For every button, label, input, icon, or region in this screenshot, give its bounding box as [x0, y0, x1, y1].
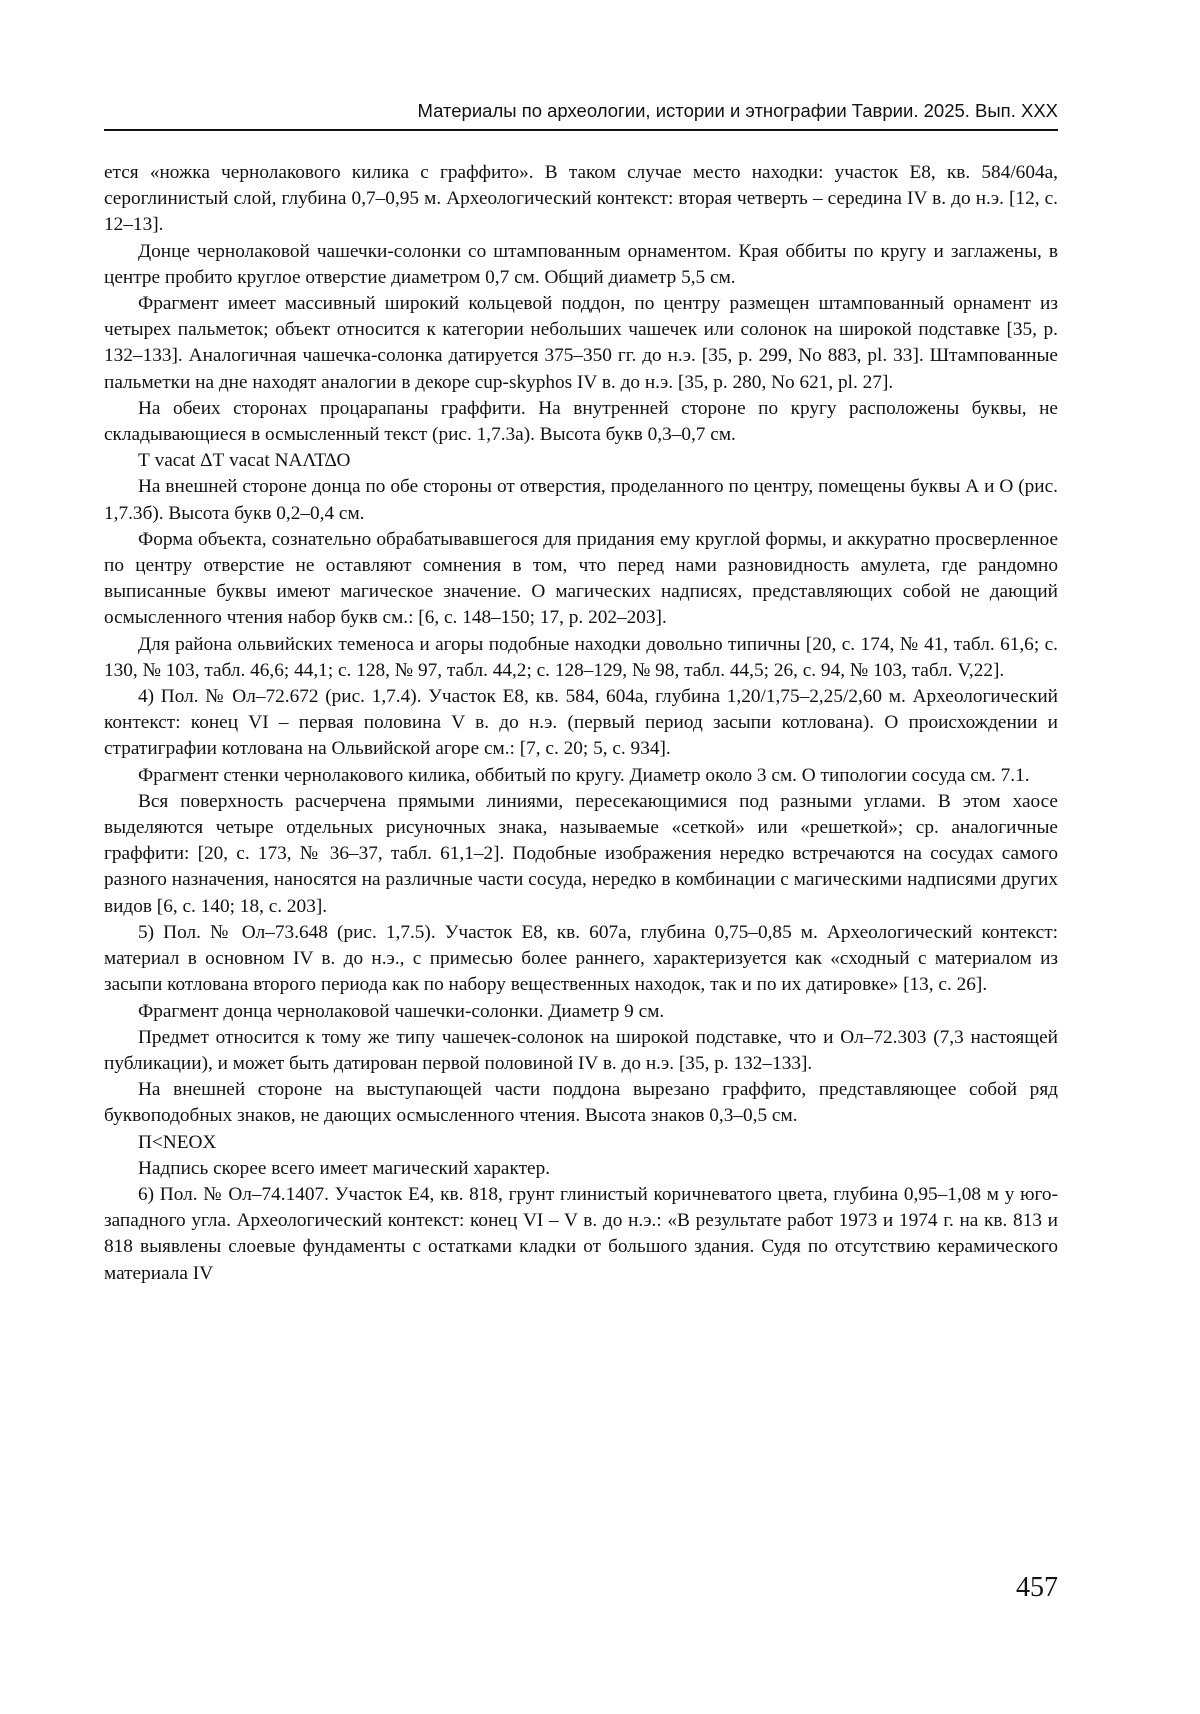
paragraph: Для района ольвийских теменоса и агоры подобные находки довольно типичны [20, с. 174, № 41, табл. 61,6; с. 130, № 103, табл. 46,6; 44,1; с. 128, № 97, табл. 44,2; с. 128–129, № 98, табл. 44,5; 26, с. 94, № 103, табл. V,22].: [104, 633, 1058, 681]
body-text: [104, 160, 1058, 1287]
inscription-line: Т vacat ΔТ vacat ΝΑΛΤΔΟ: [138, 450, 351, 472]
paragraph: Фрагмент донца чернолаковой чашечки-солонки. Диаметр 9 см.: [138, 1000, 665, 1022]
paragraph: 4) Пол. № Ол–72.672 (рис. 1,7.4). Участок Е8, кв. 584, 604а, глубина 1,20/1,75–2,25/2,60 м. Археологический контекст: конец VI – первая половина V в. до н.э. (первый период засыпи котлована). О происхождении и стратиграфии котлована на Ольвийской агоре см.: [7, с. 20; 5, с. 934].: [104, 686, 1058, 760]
paragraph: 5) Пол. № Ол–73.648 (рис. 1,7.5). Участок Е8, кв. 607а, глубина 0,75–0,85 м. Археологический контекст: материал в основном IV в. до н.э., с примесью более раннего, характеризуется как «сходный с материалом из засыпи котлована второго периода как по набору вещественных находок, так и по их датировке» [13, с. 26].: [104, 921, 1058, 996]
header-rule: [104, 129, 1058, 131]
paragraph: 6) Пол. № Ол–74.1407. Участок Е4, кв. 818, грунт глинистый коричневатого цвета, глубина 0,95–1,08 м у юго-западного угла. Археологический контекст: конец VI – V в. до н.э.: «В результате работ 1973 и 1974 г. на кв. 813 и 818 выявлены слоевые фундаменты с остатками кладки от большого здания. Судя по отсутствию керамического материала IV: [104, 1183, 1058, 1284]
paragraph: Донце чернолаковой чашечки-солонки со штампованным орнаментом. Края оббиты по кругу и заглажены, в центре пробито круглое отверстие диаметром 0,7 см. Общий диаметр 5,5 см.: [104, 240, 1058, 288]
paragraph: ется «ножка чернолакового килика с граффито». В таком случае место находки: участок Е8, кв. 584/604а, сероглинистый слой, глубина 0,7–0,95 м. Археологический контекст: вторая четверть – середина IV в. до н.э. [12, с. 12–13].: [104, 162, 1058, 236]
paragraph: Вся поверхность расчерчена прямыми линиями, пересекающимися под разными углами. В этом хаосе выделяются четыре отдельных рисуночных знака, называемые «сеткой» или «решеткой»; ср. аналогичные граффити: [20, с. 173, № 36–37, табл. 61,1–2]. Подобные изображения нередко встречаются на сосудах самого разного назначения, наносятся на различные части сосуда, нередко в комбинации с магическими надписями других видов [6, с. 140; 18, с. 203].: [104, 790, 1058, 917]
paragraph: На внешней стороне донца по обе стороны от отверстия, проделанного по центру, помещены буквы А и О (рис. 1,7.3б). Высота букв 0,2–0,4 см.: [104, 476, 1058, 524]
paragraph: Фрагмент стенки чернолакового килика, оббитый по кругу. Диаметр около 3 см. О типологии сосуда см. 7.1.: [138, 764, 1030, 786]
inscription-line: Π<ΝΕΟΧ: [138, 1131, 217, 1153]
paragraph: На обеих сторонах процарапаны граффити. На внутренней стороне по кругу расположены буквы, не складывающиеся в осмысленный текст (рис. 1,7.3а). Высота букв 0,3–0,7 см.: [104, 397, 1058, 446]
page-number: 457: [1016, 1572, 1058, 1603]
paragraph: Предмет относится к тому же типу чашечек-солонок на широкой подставке, что и Ол–72.303 (7,3 настоящей публикации), и может быть датирован первой половиной IV в. до н.э. [35, p. 132–133].: [104, 1026, 1058, 1074]
paragraph: На внешней стороне на выступающей части поддона вырезано граффито, представляющее собой ряд буквоподобных знаков, не дающих осмысленного чтения. Высота знаков 0,3–0,5 см.: [104, 1079, 1058, 1127]
paragraph: Форма объекта, сознательно обрабатывавшегося для придания ему круглой формы, и аккуратно просверленное по центру отверстие не оставляют сомнения в том, что перед нами разновидность амулета, где рандомно выписанные буквы имеют магическое значение. О магических надписях, представляющих собой не дающий осмысленного чтения набор букв см.: [6, с. 148–150; 17, p. 202–203].: [104, 528, 1058, 629]
paragraph: Фрагмент имеет массивный широкий кольцевой поддон, по центру размещен штампованный орнамент из четырех пальметок; объект относится к категории небольших чашечек или солонок на широкой подставке [35, p. 132–133]. Аналогичная чашечка-солонка датируется 375–350 гг. до н.э. [35, p. 299, No 883, pl. 33]. Штампованные пальметки на дне находят аналогии в декоре cup-skyphos IV в. до н.э. [35, p. 280, No 621, pl. 27].: [104, 293, 1058, 393]
running-header: Материалы по археологии, истории и этнографии Таврии. 2025. Вып. XXX: [417, 100, 1058, 121]
paragraph: Надпись скорее всего имеет магический характер.: [138, 1157, 551, 1179]
